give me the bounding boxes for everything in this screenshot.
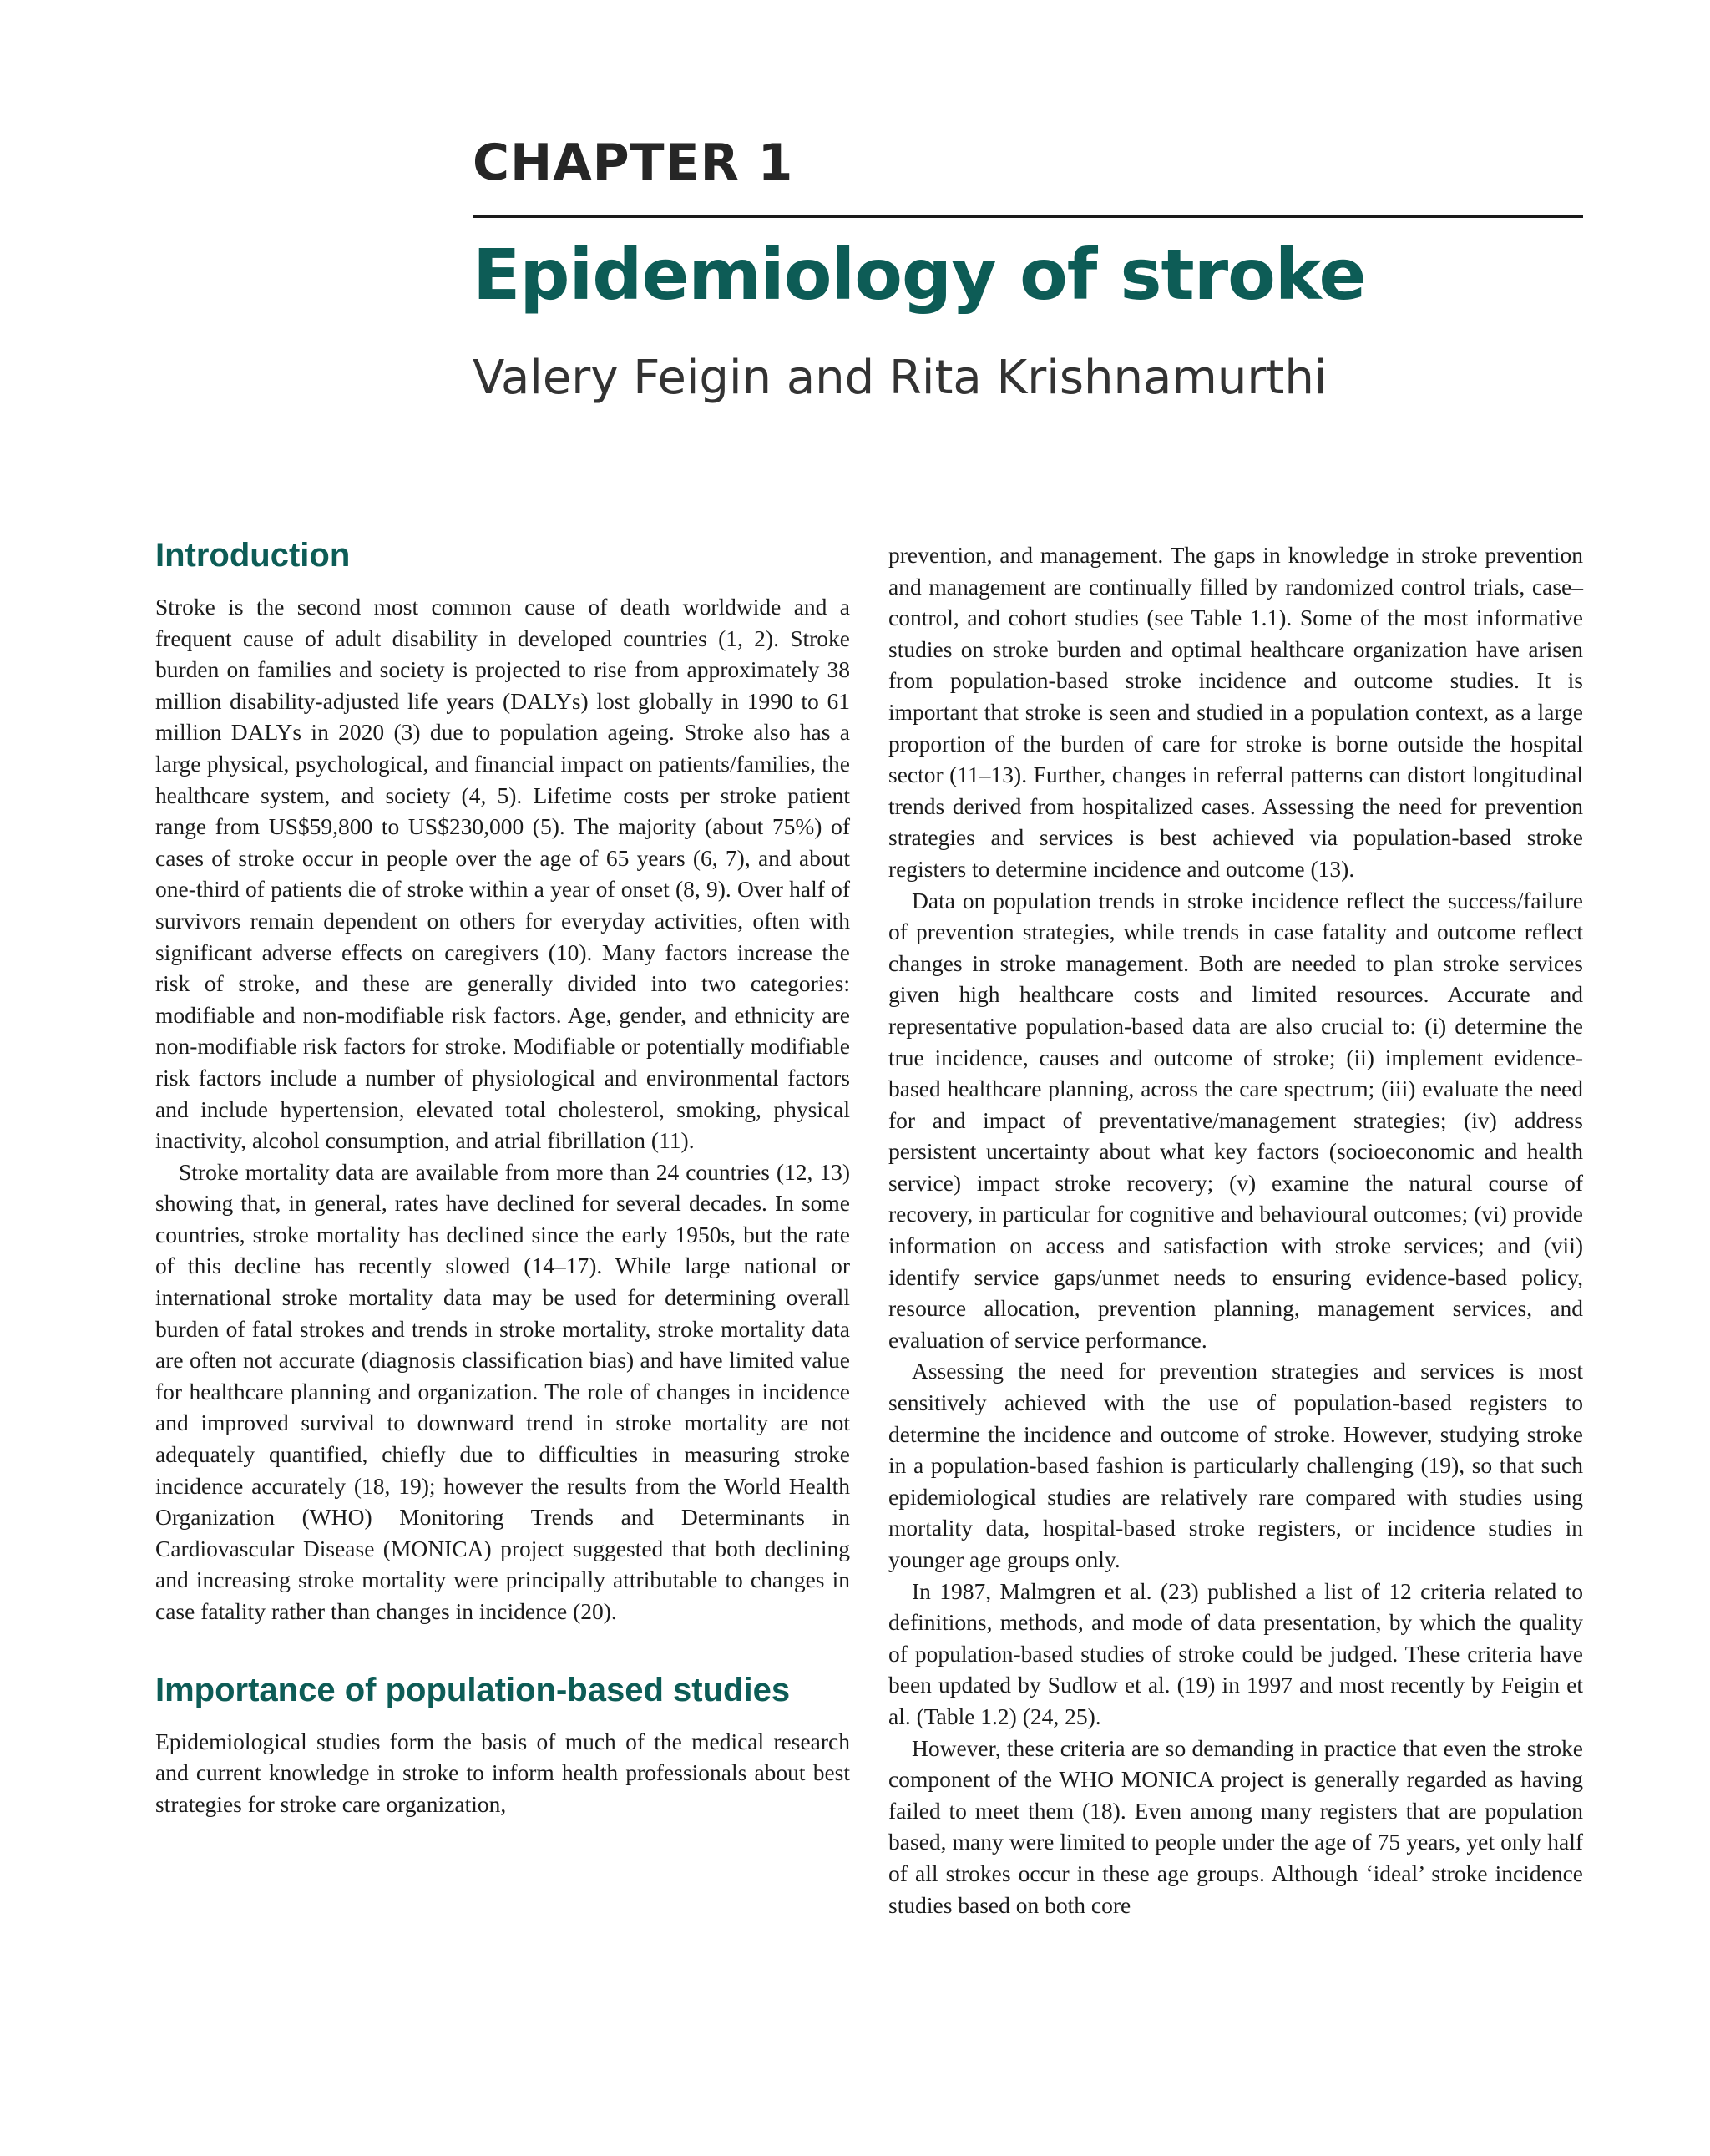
right-paragraph-1: prevention, and management. The gaps in knowledge in stroke prevention and management are continually filled by randomized control trials, case–control, and cohort studies (see Table 1.1). Some of the most informative studies on stroke burden and optimal healthcare organization have arisen from population-based stroke incidence and outcome studies. It is important that stroke is seen and studied in a population context, as a large proportion of the burden of care for stroke is borne outside the hospital sector (11–13). Further, changes in referral patterns can distort longitudinal trends derived from hospitalized cases. Assessing the need for prevention strategies and services is best achieved via population-based stroke registers to determine incidence and outcome (13).	[888, 542, 1583, 882]
introduction-paragraph-2: Stroke mortality data are available from more than 24 countries (12, 13) showing that, in general, rates have declined for several decades. In some countries, stroke mortality has declined since the early 1950s, but the rate of this decline has recently slowed (14–17). While large national or international stroke mortality data may be used for determining overall burden of fatal strokes and trends in stroke mortality, stroke mortality data are often not accurate (diagnosis classification bias) and have limited value for healthcare planning and organization. The role of changes in incidence and improved survival to downward trend in stroke mortality are not adequately quantified, chiefly due to difficulties in measuring stroke incidence accurately (18, 19); however the results from the World Health Organization (WHO) Monitoring Trends and Determinants in Cardiovascular Disease (MONICA) project suggested that both declining and increasing stroke mortality were principally attributable to changes in case fatality rather than changes in incidence (20).	[155, 1158, 850, 1624]
introduction-paragraph-1: Stroke is the second most common cause of death worldwide and a frequent cause of adult disability in developed countries (1, 2). Stroke burden on families and society is projected to rise from approximately 38 million disability-adjusted life years (DALYs) lost globally in 1990 to 61 million DALYs in 2020 (3) due to population ageing. Stroke also has a large physical, psychological, and financial impact on patients/families, the healthcare system, and society (4, 5). Lifetime costs per stroke patient range from US$59,800 to US$230,000 (5). The majority (about 75%) of cases of stroke occur in people over the age of 65 years (6, 7), and about one-third of patients die of stroke within a year of onset (8, 9). Over half of survivors remain dependent on others for everyday activities, often with significant adverse effects on caregivers (10). Many factors increase the risk of stroke, and these are generally divided into two categories: modifiable and non-modifiable risk factors. Age, gender, and ethnicity are non-modifiable risk factors for stroke. Modifiable or potentially modifiable risk factors include a number of physiological and environmental factors and include hypertension, elevated total cholesterol, smoking, physical inactivity, alcohol consumption, and atrial fibrillation (11).	[155, 594, 850, 1154]
left-column	[155, 534, 850, 1819]
right-column	[888, 539, 1583, 1921]
right-paragraph-4: In 1987, Malmgren et al. (23) published a list of 12 criteria related to definitions, methods, and mode of data presentation, by which the quality of population-based studies of stroke could be judged. These criteria have been updated by Sudlow et al. (19) in 1997 and most recently by Feigin et al. (Table 1.2) (24, 25).	[888, 1577, 1583, 1729]
importance-paragraph-1: Epidemiological studies form the basis of much of the medical research and current knowledge in stroke to inform health professionals about best strategies for stroke care organization,	[155, 1728, 850, 1817]
chapter-authors: Valery Feigin and Rita Krishnamurthi	[473, 351, 1328, 405]
introduction-heading: Introduction	[155, 537, 351, 574]
chapter-title: Epidemiology of stroke	[473, 234, 1366, 316]
chapter-label: CHAPTER 1	[473, 134, 794, 192]
right-paragraph-2: Data on population trends in stroke incidence reflect the success/failure of prevention strategies, while trends in case fatality and outcome reflect changes in stroke management. Both are needed to plan stroke services given high healthcare costs and limited resources. Accurate and representative population-based data are also crucial to: (i) determine the true incidence, causes and outcome of stroke; (ii) implement evidence-based healthcare planning, across the care spectrum; (iii) evaluate the need for and impact of preventative/management strategies; (iv) address persistent uncertainty about what key factors (socioeconomic and health service) impact stroke recovery; (v) examine the natural course of recovery, in particular for cognitive and behavioural outcomes; (vi) provide information on access and satisfaction with stroke services; and (vii) identify service gaps/unmet needs to ensuring evidence-based policy, resource allocation, prevention planning, management services, and evaluation of service performance.	[888, 887, 1583, 1353]
importance-heading: Importance of population-based studies	[155, 1671, 791, 1708]
right-paragraph-3: Assessing the need for prevention strategies and services is most sensitively achieved with the use of population-based registers to determine the incidence and outcome of stroke. However, studying stroke in a population-based fashion is particularly challenging (19), so that such epidemiological studies are relatively rare compared with studies using mortality data, hospital-based stroke registers, or incidence studies in younger age groups only.	[888, 1358, 1583, 1572]
right-paragraph-5: However, these criteria are so demanding in practice that even the stroke component of the WHO MONICA project is generally regarded as having failed to meet them (18). Even among many registers that are population based, many were limited to people under the age of 75 years, yet only half of all strokes occur in these age groups. Although ‘ideal’ stroke incidence studies based on both core	[888, 1734, 1583, 1918]
chapter-rule	[473, 215, 1583, 218]
